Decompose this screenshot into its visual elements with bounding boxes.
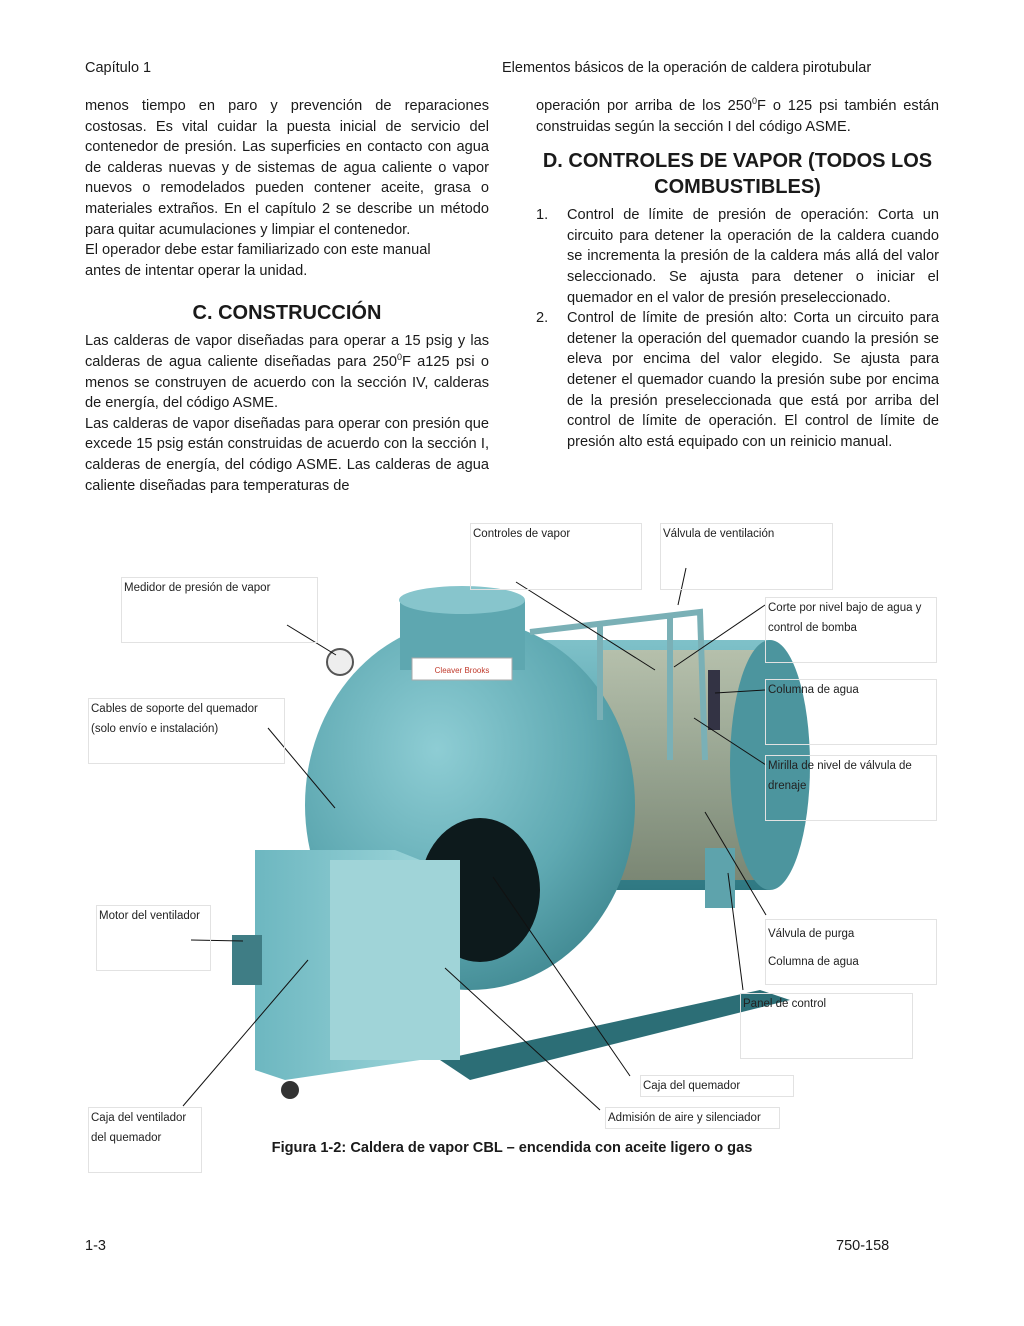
- label-caja-quemador: Caja del quemador: [640, 1075, 794, 1097]
- leader-line: [728, 873, 743, 990]
- label-corte-nivel: Corte por nivel bajo de agua y control de bomba: [765, 597, 937, 663]
- label-controles-vapor: Controles de vapor: [470, 523, 642, 590]
- superscript: 0: [752, 96, 758, 107]
- operator-note: [85, 240, 489, 281]
- text-run: F o 125 psi también están construidas según la sección I del código ASME.: [536, 98, 939, 135]
- boiler-figure: [0, 515, 1024, 1185]
- stack-top: [399, 586, 525, 614]
- figure-caption: Figura 1-2: Caldera de vapor CBL – encendida con aceite ligero o gas: [271, 1140, 753, 1156]
- footer-doc-number: 750-158: [836, 1238, 890, 1254]
- label-columna-agua-2: Columna de agua: [768, 956, 859, 968]
- superscript: 0: [396, 352, 402, 363]
- label-valvula-purga-columna-agua: [765, 919, 937, 985]
- list-number: 2.: [536, 310, 549, 327]
- operator-note-line-2: antes de intentar operar la unidad.: [85, 262, 308, 279]
- water-column: [708, 670, 720, 730]
- list-item: [532, 205, 939, 308]
- list-item: [532, 308, 939, 452]
- operator-note-line-1: El operador debe estar familiarizado con este manual: [85, 242, 431, 259]
- list-text: Control de límite de presión de operación: Corta un circuito para detener la operación de la caldera cuando se incrementa la presión de la caldera más allá del valor seleccionado. Se ajusta para detener o iniciar el quemador en el valor de presión preseleccionado.: [567, 207, 939, 306]
- header-chapter: Capítulo 1: [85, 60, 152, 76]
- left-column: [85, 96, 489, 496]
- text-run: F a125 psi o menos se construyen de acuerdo con la sección IV, calderas de energía, del código ASME.: [85, 353, 489, 412]
- paragraph: [85, 331, 489, 413]
- label-mirilla: Mirilla de nivel de válvula de drenaje: [765, 755, 937, 821]
- paragraph: Las calderas de vapor diseñadas para operar con presión que excede 15 psig están construidas de acuerdo con la sección I, calderas de energía, del código ASME. Las calderas de agua caliente diseñadas para temperaturas de: [85, 415, 489, 494]
- paragraph: [536, 96, 939, 137]
- label-valvula-ventilacion: Válvula de ventilación: [660, 523, 833, 590]
- label-valvula-purga: Válvula de purga: [768, 928, 855, 940]
- label-panel-control: Panel de control: [740, 993, 913, 1059]
- label-admision-aire: Admisión de aire y silenciador: [605, 1107, 780, 1129]
- right-column: [536, 96, 939, 452]
- label-cables-soporte: Cables de soporte del quemador (solo envío e instalación): [88, 698, 285, 764]
- header-title: Elementos básicos de la operación de caldera pirotubular: [502, 60, 872, 76]
- list-text: Control de límite de presión alto: Corta un circuito para detener la operación del quemador cuando la presión se eleva por encima del valor elegido. Se ajusta para detener el quemador cuando la presión sube por encima de la presión preseleccionada que está por arriba del control de límite de operación. El control de límite de presión alto está equipado con un reinicio manual.: [567, 310, 939, 450]
- controls-list: [536, 205, 939, 452]
- paragraph: menos tiempo en paro y prevención de reparaciones costosas. Es vital cuidar la puesta inicial de servicio del contenedor de presión. Las superficies en contacto con agua de calderas nuevas y de sistemas de agua caliente o vapor nuevos o remodelados pueden contener aceite, grasa o materiales extraños. En el capítulo 2 se describe un método para quitar acumulaciones y limpiar el contenedor.: [85, 98, 489, 238]
- label-medidor-presion: Medidor de presión de vapor: [121, 577, 318, 643]
- section-d-heading: D. CONTROLES DE VAPOR (TODOS LOS COMBUSTIBLES): [542, 150, 933, 199]
- air-intake-box: [330, 860, 460, 1060]
- brand-plate-text: Cleaver Brooks: [434, 666, 490, 675]
- label-caja-ventilador: Caja del ventilador del quemador: [88, 1107, 202, 1173]
- control-panel-box: [705, 848, 735, 908]
- section-c-heading: C. CONSTRUCCIÓN: [192, 302, 382, 325]
- list-number: 1.: [536, 207, 549, 224]
- text-run: operación por arriba de los 250: [536, 98, 753, 114]
- label-motor-ventilador: Motor del ventilador: [96, 905, 211, 971]
- footer-page-number: 1-3: [85, 1238, 106, 1254]
- text-run: Las calderas de vapor diseñadas para operar a 15 psig y las calderas de agua caliente diseñadas para 250: [85, 333, 489, 370]
- pressure-gauge-dial: [327, 649, 353, 675]
- fan-motor: [232, 935, 262, 985]
- base-skid: [440, 990, 790, 1080]
- caster-wheel: [281, 1081, 299, 1099]
- label-columna-agua-1: Columna de agua: [765, 679, 937, 745]
